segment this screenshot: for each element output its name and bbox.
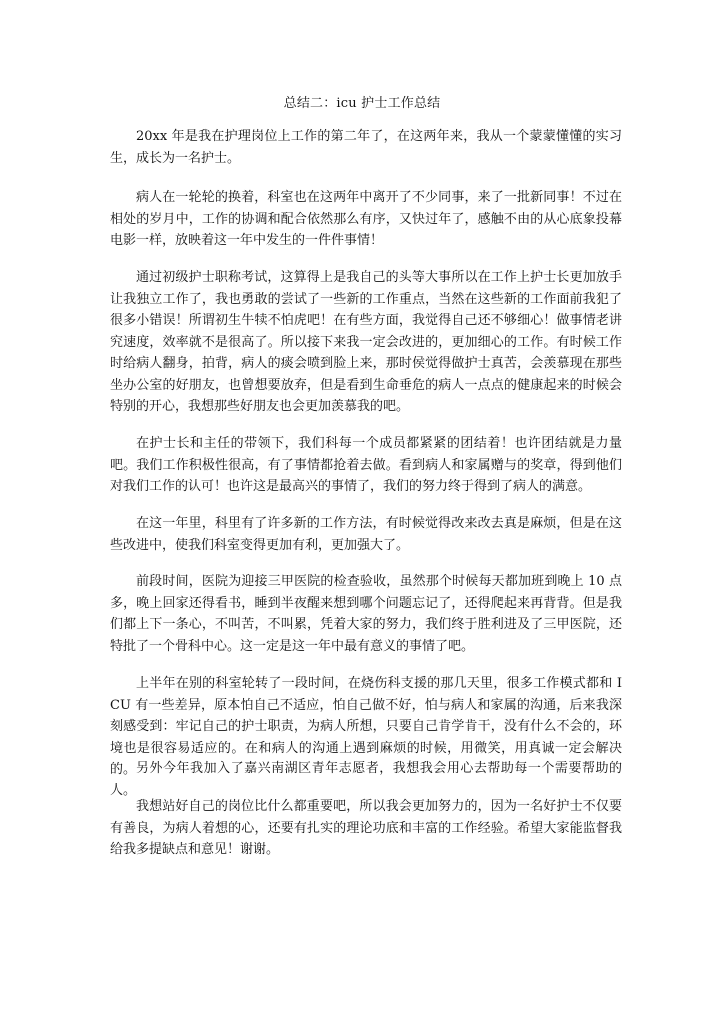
paragraph-3: 通过初级护士职称考试，这算得上是我自己的头等大事所以在工作上护士长更加放手让我独立工作了，我也勇敢的尝试了一些新的工作重点，当然在这些新的工作面前我犯了很多小错误！所谓初生牛犊不怕虎吧！在有些方面，我觉得自己还不够细心！做事情老讲究速度，效率就不是很高了。所以接下来我一定会改进的，更加细心的工作。有时候工作时给病人翻身，拍背，病人的痰会喷到脸上来，那时侯觉得做护士真苦，会羡慕现在那些坐办公室的好朋友，也曾想要放弃，但是看到生命垂危的病人一点点的健康起来的时候会特别的开心，我想那些好朋友也会更加羡慕我的吧。 <box>110 270 622 414</box>
paragraph-4: 在护士长和主任的带领下，我们科每一个成员都紧紧的团结着！也许团结就是力量吧。我们工作积极性很高，有了事情都抢着去做。看到病人和家属赠与的奖章，得到他们对我们工作的认可！也许这是最高兴的事情了，我们的努力终于得到了病人的满意。 <box>110 436 622 494</box>
paragraph-2: 病人在一轮轮的换着，科室也在这两年中离开了不少同事，来了一批新同事！不过在相处的岁月中，工作的协调和配合依然那么有序，又快过年了，感触不由的从心底象投幕电影一样，放映着这一年中发生的一件件事情！ <box>110 190 622 248</box>
paragraph-6: 前段时间，医院为迎接三甲医院的检查验收，虽然那个时候每天都加班到晚上 10 点多，晚上回家还得看书，睡到半夜醒来想到哪个问题忘记了，还得爬起来再背背。但是我们都上下一条心，不叫苦，不叫累，凭着大家的努力，我们终于胜利进及了三甲医院，还特批了一个骨科中心。这一定是这一年中最有意义的事情了吧。 <box>110 574 622 654</box>
page-title: 总结二：icu 护士工作总结 <box>283 96 441 111</box>
paragraph-7: 上半年在别的科室轮转了一段时间，在烧伤科支援的那几天里，很多工作模式都和 ICU 有一些差异，原本怕自己不适应，怕自己做不好，怕与病人和家属的沟通，后来我深刻感受到：牢记自己的护士职责，为病人所想，只要自己肯学肯干，没有什么不会的，环境也是很容易适应的。在和病人的沟通上遇到麻烦的时候，用微笑，用真诚一定会解决的。 <box>110 676 622 777</box>
paragraph-9: 我想站好自己的岗位比什么都重要吧，所以我会更加努力的，因为一名好护士不仅要有善良，为病人着想的心，还要有扎实的理论功底和丰富的工作经验。希望大家能监督我给我多提缺点和意见！谢谢。 <box>110 799 622 857</box>
paragraph-8: 另外今年我加入了嘉兴南湖区青年志愿者，我想我会用心去帮助每一个需要帮助的人。 <box>110 761 622 798</box>
paragraph-5: 在这一年里，科里有了许多新的工作方法，有时候觉得改来改去真是麻烦，但是在这些改进中，使我们科室变得更加有利，更加强大了。 <box>110 516 622 553</box>
paragraph-1: 20xx 年是我在护理岗位上工作的第二年了，在这两年来，我从一个蒙蒙懂懂的实习生，成长为一名护士。 <box>110 129 622 166</box>
